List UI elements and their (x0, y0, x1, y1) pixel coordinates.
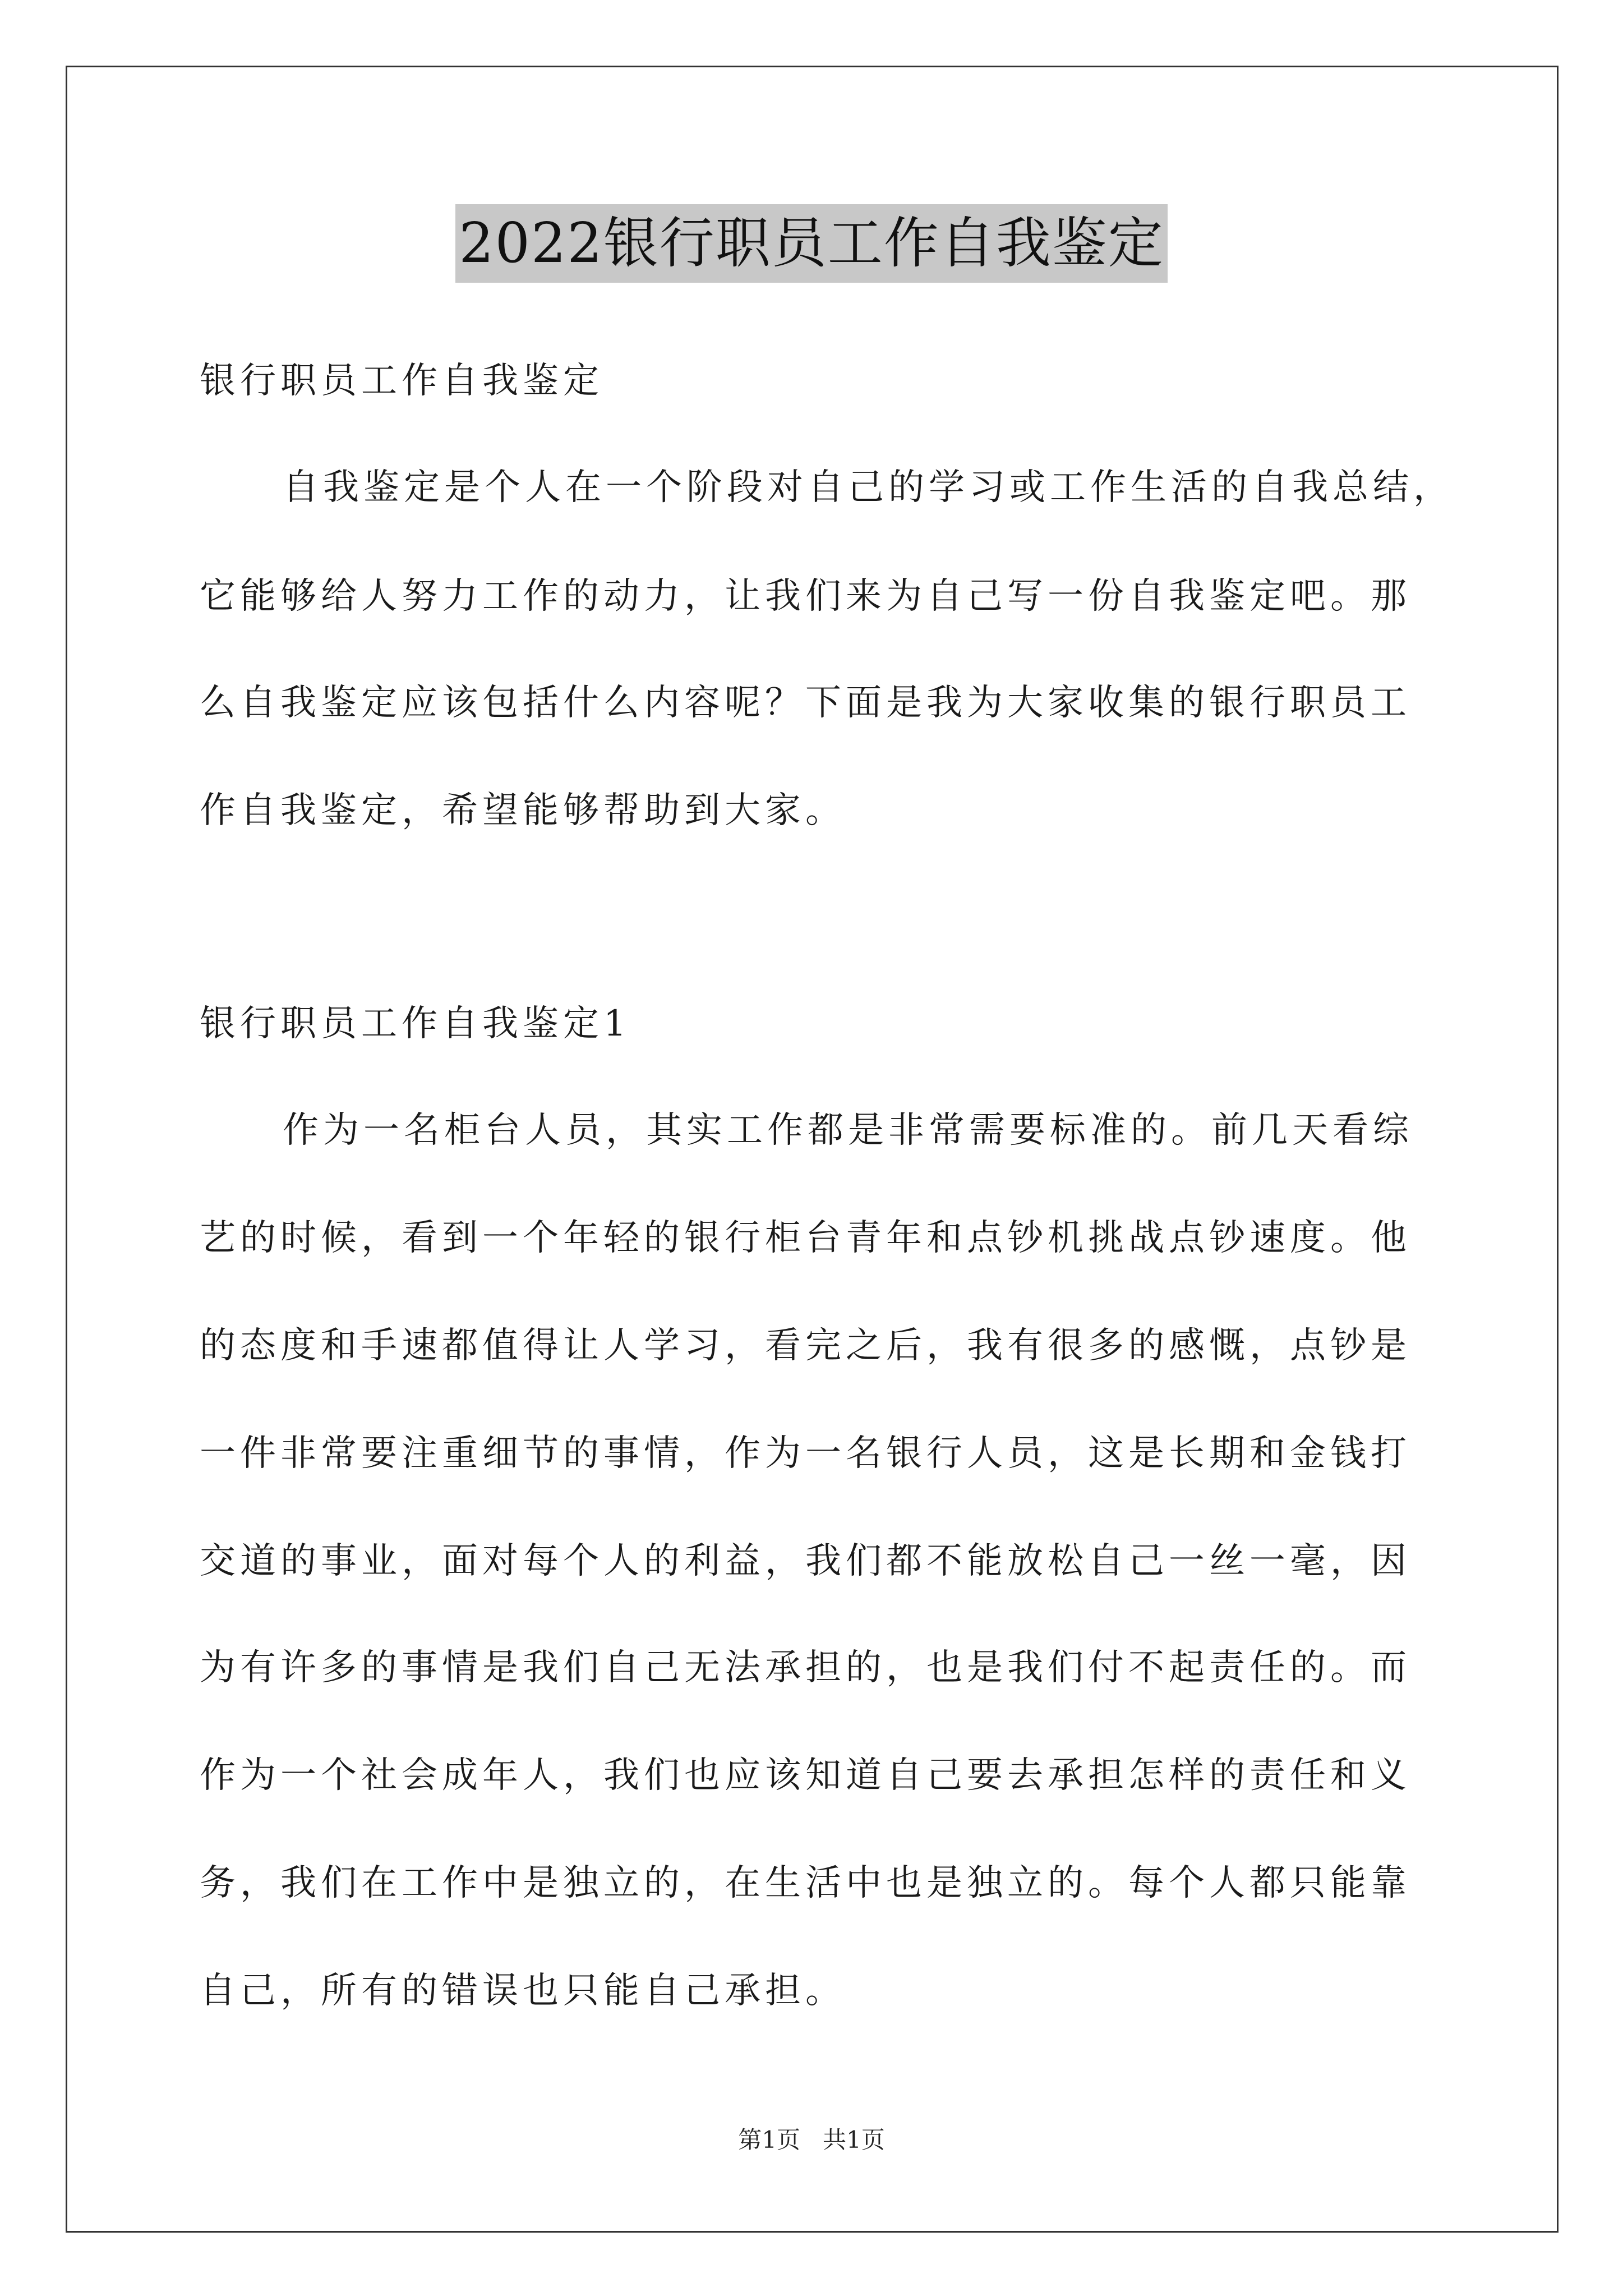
paragraph-line: 作为一名柜台人员，其实工作都是非常需要标准的。前几天看综 (283, 1110, 1413, 1151)
paragraph-line: 作自我鉴定，希望能够帮助到大家。 (200, 790, 846, 831)
paragraph-line: 一件非常要注重细节的事情，作为一名银行人员，这是长期和金钱打 (200, 1433, 1411, 1474)
paragraph-line: 它能够给人努力工作的动力，让我们来为自己写一份自我鉴定吧。那 (200, 576, 1411, 617)
paragraph-line: 务，我们在工作中是独立的，在生活中也是独立的。每个人都只能靠 (200, 1862, 1411, 1904)
paragraph-line: 交道的事业，面对每个人的利益，我们都不能放松自己一丝一毫，因 (200, 1540, 1411, 1582)
paragraph-line: 为有许多的事情是我们自己无法承担的，也是我们付不起责任的。而 (200, 1647, 1411, 1688)
intro-heading: 银行职员工作自我鉴定 (200, 360, 603, 402)
paragraph-line: 自我鉴定是个人在一个阶段对自己的学习或工作生活的自我总结， (283, 467, 1454, 508)
paragraph-line: 的态度和手速都值得让人学习，看完之后，我有很多的感慨，点钞是 (200, 1325, 1411, 1366)
document-title: 2022银行职员工作自我鉴定 (455, 204, 1167, 283)
page-footer: 第1页 共1页 (738, 2126, 885, 2154)
paragraph-line: 自己，所有的错误也只能自己承担。 (200, 1970, 846, 2012)
paragraph-line: 作为一个社会成年人，我们也应该知道自己要去承担怎样的责任和义 (200, 1755, 1411, 1796)
title-container (0, 204, 1623, 283)
paragraph-line: 艺的时候，看到一个年轻的银行柜台青年和点钞机挑战点钞速度。他 (200, 1217, 1411, 1259)
paragraph-line: 么自我鉴定应该包括什么内容呢？下面是我为大家收集的银行职员工 (200, 682, 1411, 724)
section-heading: 银行职员工作自我鉴定1 (200, 1003, 631, 1045)
